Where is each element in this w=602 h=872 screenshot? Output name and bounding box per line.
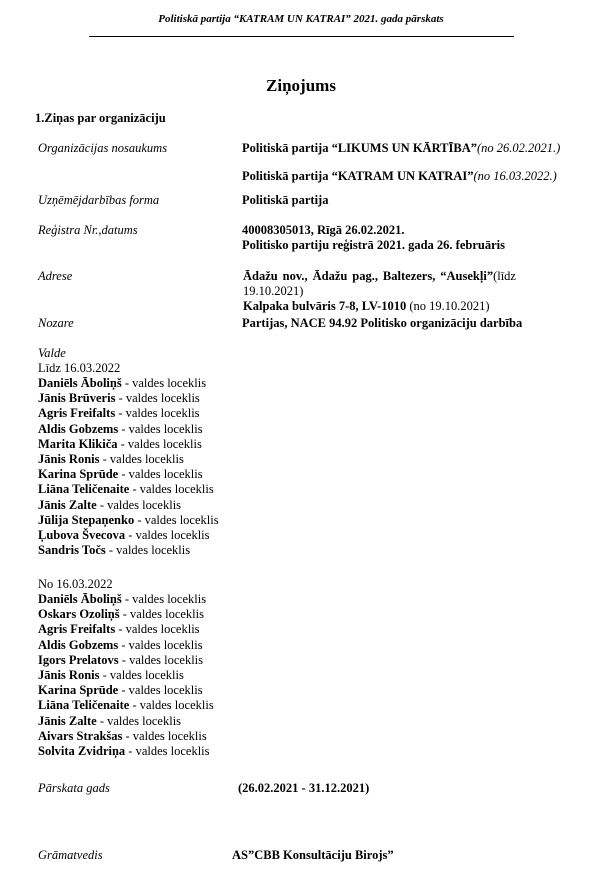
registry-label: Reģistra Nr.,datums [38, 223, 138, 237]
accountant-label: Grāmatvedis [38, 848, 103, 862]
member-name: Aldis Gobzems [38, 637, 119, 652]
org-name-1: Politiskā partija “LIKUMS UN KĀRTĪBA” [242, 141, 477, 155]
org-name-value-2 [242, 169, 557, 184]
member-name: Ļubova Švecova [38, 528, 126, 543]
member-name: Agris Freifalts [38, 622, 116, 637]
board-member [38, 592, 214, 607]
address-old-note-2: 19.10.2021) [243, 284, 304, 298]
board-member [38, 622, 214, 637]
board-member [38, 638, 214, 653]
reporting-year-label: Pārskata gads [38, 781, 110, 795]
address-new: Kalpaka bulvāris 7-8, LV-1010 [243, 299, 407, 313]
member-role: - valdes loceklis [99, 668, 184, 683]
member-name: Marita Klikiča [38, 436, 118, 451]
board-member [38, 543, 219, 558]
org-name-2-note: (no 16.03.2022.) [473, 169, 557, 183]
board-member [38, 391, 219, 406]
member-role: - valdes loceklis [129, 482, 214, 497]
member-name: Solvita Zvidriņa [38, 744, 126, 759]
member-name: Aivars Strakšas [38, 728, 123, 743]
member-role: - valdes loceklis [115, 622, 200, 637]
address-value [243, 269, 516, 314]
member-role: - valdes loceklis [121, 592, 207, 606]
member-name: Sandris Točs [38, 543, 106, 558]
document-header: Politiskā partija “KATRAM UN KATRAI” 2021. gada pārskats [158, 13, 444, 25]
member-name: Daniēls Āboliņš [38, 592, 122, 606]
member-name: Daniēls Āboliņš [38, 376, 122, 390]
registry-value-1: 40008305013, Rīgā 26.02.2021. [242, 223, 405, 237]
board-member [38, 422, 219, 437]
board-member [38, 513, 219, 528]
member-name: Agris Freifalts [38, 406, 116, 421]
header-rule [89, 36, 514, 37]
board-member [38, 668, 214, 683]
member-name: Jānis Zalte [38, 713, 97, 728]
board-member [38, 744, 214, 759]
page-title: Ziņojums [266, 76, 336, 95]
member-name: Liāna Teličenaite [38, 698, 130, 713]
member-name: Karina Sprūde [38, 467, 119, 482]
member-role: - valdes loceklis [115, 391, 200, 406]
member-role: - valdes loceklis [118, 652, 204, 667]
member-name: Aldis Gobzems [38, 421, 119, 436]
member-name: Liāna Teličenaite [38, 482, 130, 497]
board-from-list [38, 592, 214, 759]
org-name-value-1 [242, 141, 560, 156]
board-member [38, 498, 219, 513]
member-role: - valdes loceklis [121, 376, 207, 390]
industry-label: Nozare [38, 316, 74, 330]
member-role: - valdes loceklis [134, 512, 219, 527]
org-name-label: Organizācijas nosaukums [38, 141, 168, 155]
member-name: Jūlija Stepaņenko [38, 512, 135, 527]
member-role: - valdes loceklis [96, 713, 182, 728]
address-old-note: (līdz [493, 269, 516, 283]
board-member [38, 376, 219, 391]
accountant-value: AS”CBB Konsultāciju Birojs” [232, 848, 394, 862]
member-role: - valdes loceklis [117, 436, 202, 451]
member-role: - valdes loceklis [122, 728, 207, 743]
org-name-1-note: (no 26.02.2021.) [477, 141, 561, 155]
member-role: - valdes loceklis [96, 497, 182, 512]
section-heading: 1.Ziņas par organizāciju [35, 111, 166, 125]
member-role: - valdes loceklis [125, 528, 210, 543]
board-until-list [38, 376, 219, 558]
member-role: - valdes loceklis [115, 406, 200, 421]
business-form-value: Politiskā partija [242, 193, 329, 207]
member-role: - valdes loceklis [118, 683, 203, 698]
member-role: - valdes loceklis [119, 607, 204, 622]
address-label: Adrese [38, 269, 73, 283]
board-member [38, 482, 219, 497]
member-role: - valdes loceklis [118, 637, 203, 652]
member-name: Jānis Zalte [38, 497, 97, 512]
member-role: - valdes loceklis [118, 467, 203, 482]
board-from-label: No 16.03.2022 [38, 577, 113, 591]
member-role: - valdes loceklis [118, 421, 203, 436]
board-member [38, 528, 219, 543]
member-name: Jānis Ronis [38, 452, 100, 467]
address-new-note: (no 19.10.2021) [406, 299, 490, 313]
member-role: - valdes loceklis [125, 744, 210, 759]
member-name: Jānis Brūveris [38, 391, 116, 406]
board-member [38, 607, 214, 622]
member-role: - valdes loceklis [105, 543, 191, 558]
board-member [38, 714, 214, 729]
board-member [38, 683, 214, 698]
board-member [38, 437, 219, 452]
board-member [38, 406, 219, 421]
reporting-year-value: (26.02.2021 - 31.12.2021) [238, 781, 370, 795]
member-role: - valdes loceklis [99, 452, 184, 467]
board-until-label: Līdz 16.03.2022 [38, 361, 121, 375]
board-member [38, 729, 214, 744]
board-member [38, 452, 219, 467]
board-member [38, 698, 214, 713]
board-label: Valde [38, 346, 66, 360]
industry-value: Partijas, NACE 94.92 Politisko organizāciju darbība [242, 316, 523, 330]
board-member [38, 653, 214, 668]
member-name: Karina Sprūde [38, 683, 119, 698]
member-name: Oskars Ozoliņš [38, 607, 120, 622]
registry-value-2: Politisko partiju reģistrā 2021. gada 26. februāris [242, 238, 505, 252]
org-name-2: Politiskā partija “KATRAM UN KATRAI” [242, 169, 474, 183]
member-role: - valdes loceklis [129, 698, 214, 713]
address-old: Ādažu nov., Ādažu pag., Baltezers, “Ausekļi” [243, 269, 494, 283]
business-form-label: Uzņēmējdarbības forma [38, 193, 160, 207]
member-name: Igors Prelatovs [38, 652, 119, 667]
board-member [38, 467, 219, 482]
member-name: Jānis Ronis [38, 668, 100, 683]
